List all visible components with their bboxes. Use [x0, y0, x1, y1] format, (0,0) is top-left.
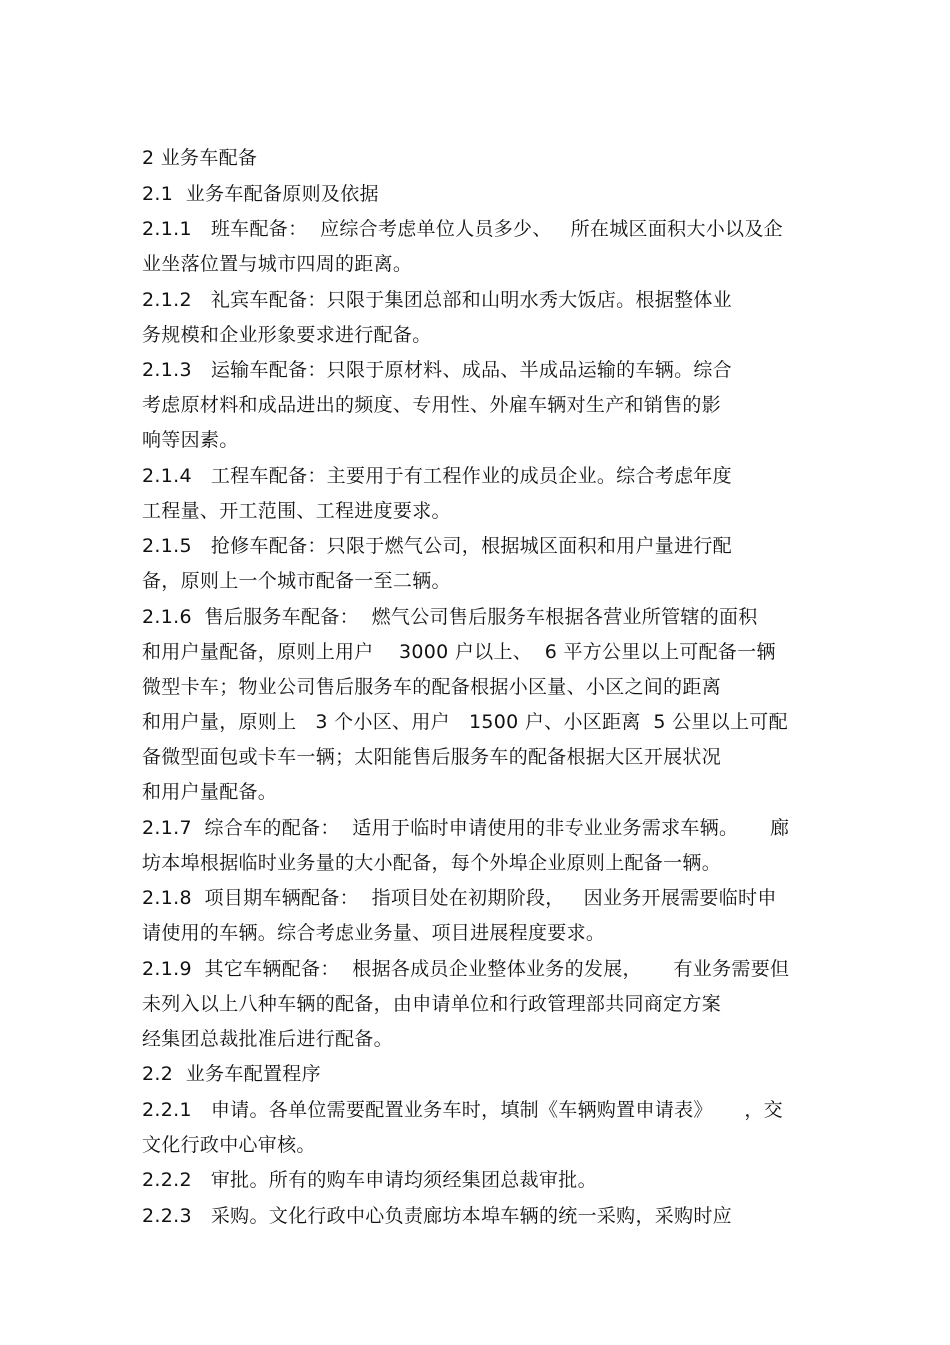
paragraph-line: 2.2.1 申请。各单位需要配置业务车时，填制《车辆购置申请表》 ，交 [142, 1099, 783, 1121]
paragraph-line: 响等因素。 [142, 429, 239, 451]
paragraph-line: 微型卡车；物业公司售后服务车的配备根据小区量、小区之间的距离 [142, 676, 722, 698]
paragraph-line: 2.1.6 售后服务车配备： 燃气公司售后服务车根据各营业所管辖的面积 [142, 606, 758, 628]
paragraph-line: 2.1.9 其它车辆配备： 根据各成员企业整体业务的发展， 有业务需要但 [142, 958, 790, 980]
paragraph-line: 考虑原材料和成品进出的频度、专用性、外雇车辆对生产和销售的影 [142, 394, 722, 416]
paragraph-line: 2.1.2 礼宾车配备：只限于集团总部和山明水秀大饭店。根据整体业 [142, 289, 732, 311]
paragraph-line: 坊本埠根据临时业务量的大小配备，每个外埠企业原则上配备一辆。 [142, 852, 722, 874]
paragraph-line: 备，原则上一个城市配备一至二辆。 [142, 570, 451, 592]
subsection-heading: 2.1 业务车配备原则及依据 [142, 183, 379, 205]
paragraph-line: 2.1.5 抢修车配备：只限于燃气公司，根据城区面积和用户量进行配 [142, 535, 732, 557]
paragraph-line: 未列入以上八种车辆的配备，由申请单位和行政管理部共同商定方案 [142, 993, 722, 1015]
paragraph-line: 和用户量，原则上 3 个小区、用户 1500 户、小区距离 5 公里以上可配 [142, 711, 788, 733]
paragraph-line: 工程量、开工范围、工程进度要求。 [142, 500, 451, 522]
paragraph-line: 2.1.7 综合车的配备： 适用于临时申请使用的非专业业务需求车辆。 廊 [142, 817, 790, 839]
paragraph-line: 和用户量配备。 [142, 781, 278, 803]
paragraph-line: 业坐落位置与城市四周的距离。 [142, 253, 413, 275]
paragraph-line: 文化行政中心审核。 [142, 1134, 316, 1156]
paragraph-line: 2.1.1 班车配备： 应综合考虑单位人员多少、 所在城区面积大小以及企 [142, 218, 783, 240]
paragraph-line: 请使用的车辆。综合考虑业务量、项目进展程度要求。 [142, 922, 606, 944]
paragraph-line: 务规模和企业形象要求进行配备。 [142, 324, 432, 346]
paragraph-line: 2.1.4 工程车配备：主要用于有工程作业的成员企业。综合考虑年度 [142, 465, 732, 487]
paragraph-line: 备微型面包或卡车一辆；太阳能售后服务车的配备根据大区开展状况 [142, 746, 722, 768]
section-heading: 2 业务车配备 [142, 147, 258, 169]
paragraph-line: 2.1.8 项目期车辆配备： 指项目处在初期阶段， 因业务开展需要临时申 [142, 887, 777, 909]
paragraph-line: 2.1.3 运输车配备：只限于原材料、成品、半成品运输的车辆。综合 [142, 359, 732, 381]
subsection-heading: 2.2 业务车配置程序 [142, 1063, 321, 1085]
paragraph-line: 2.2.3 采购。文化行政中心负责廊坊本埠车辆的统一采购，采购时应 [142, 1205, 732, 1227]
paragraph-line: 经集团总裁批准后进行配备。 [142, 1028, 393, 1050]
paragraph-line: 和用户量配备，原则上用户 3000 户以上、 6 平方公里以上可配备一辆 [142, 641, 776, 663]
paragraph-line: 2.2.2 审批。所有的购车申请均须经集团总裁审批。 [142, 1169, 597, 1191]
